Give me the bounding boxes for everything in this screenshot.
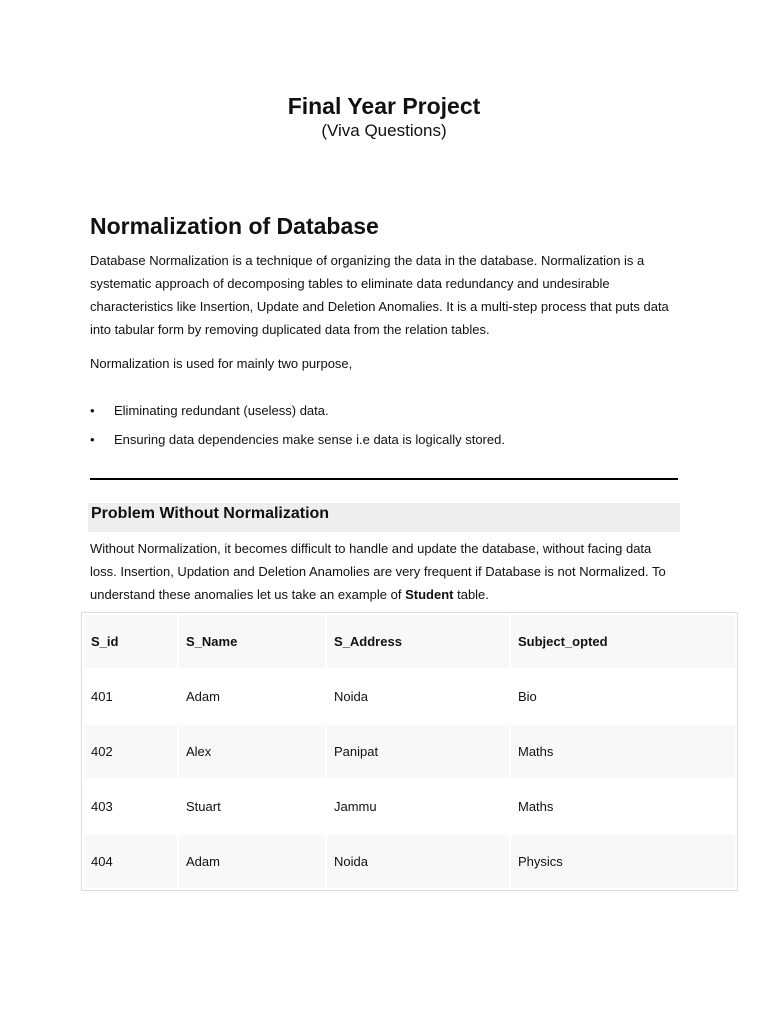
table-header-cell: S_Name: [179, 615, 325, 668]
intro-paragraph: Database Normalization is a technique of organizing the data in the database. Normalization is a systematic approach of decomposing tables to eliminate data redundancy and undesirable characteristics like Insertion, Update and Deletion Anomalies. It is a multi-step process that puts data into tabular form by removing duplicated data from the relation tables.: [90, 253, 669, 337]
list-item: • Eliminating redundant (useless) data.: [90, 399, 680, 428]
table-cell: Adam: [179, 670, 325, 723]
problem-paragraph: [90, 537, 680, 606]
table-cell: 402: [84, 725, 177, 778]
table-cell: Adam: [179, 835, 325, 888]
purpose-list: [90, 399, 680, 457]
table-row: [84, 835, 735, 888]
table-cell: Maths: [511, 780, 735, 833]
student-emphasis: Student: [405, 587, 454, 602]
purpose-paragraph: Normalization is used for mainly two purpose,: [90, 356, 353, 371]
table-row: [84, 780, 735, 833]
problem-text: Without Normalization, it becomes difficult to handle and update the database, without facing data loss. Insertion, Updation and Deletion Anamolies are very frequent if Database is not Normalized. To understand these anomalies let us take an example of: [90, 541, 666, 602]
table-cell: Maths: [511, 725, 735, 778]
table-row: [84, 670, 735, 723]
table-cell: Noida: [327, 835, 509, 888]
table-header-cell: S_Address: [327, 615, 509, 668]
table-cell: Stuart: [179, 780, 325, 833]
table-cell: Physics: [511, 835, 735, 888]
table-cell: Bio: [511, 670, 735, 723]
table-cell: Noida: [327, 670, 509, 723]
table-header-cell: S_id: [84, 615, 177, 668]
problem-text-end: table.: [453, 587, 489, 602]
table-cell: Panipat: [327, 725, 509, 778]
table-cell: Alex: [179, 725, 325, 778]
document-title: Final Year Project: [287, 93, 481, 119]
table-row: [84, 725, 735, 778]
document-subtitle: (Viva Questions): [321, 121, 447, 140]
table-cell: 401: [84, 670, 177, 723]
table-cell: Jammu: [327, 780, 509, 833]
student-table: [81, 612, 738, 891]
list-item: • Ensuring data dependencies make sense i.e data is logically stored.: [90, 428, 680, 457]
subsection-heading: Problem Without Normalization: [88, 503, 680, 532]
table-cell: 403: [84, 780, 177, 833]
table-header-cell: Subject_opted: [511, 615, 735, 668]
table-header-row: [84, 615, 735, 668]
horizontal-divider: [90, 478, 678, 480]
section-heading: Normalization of Database: [90, 213, 379, 239]
table-cell: 404: [84, 835, 177, 888]
